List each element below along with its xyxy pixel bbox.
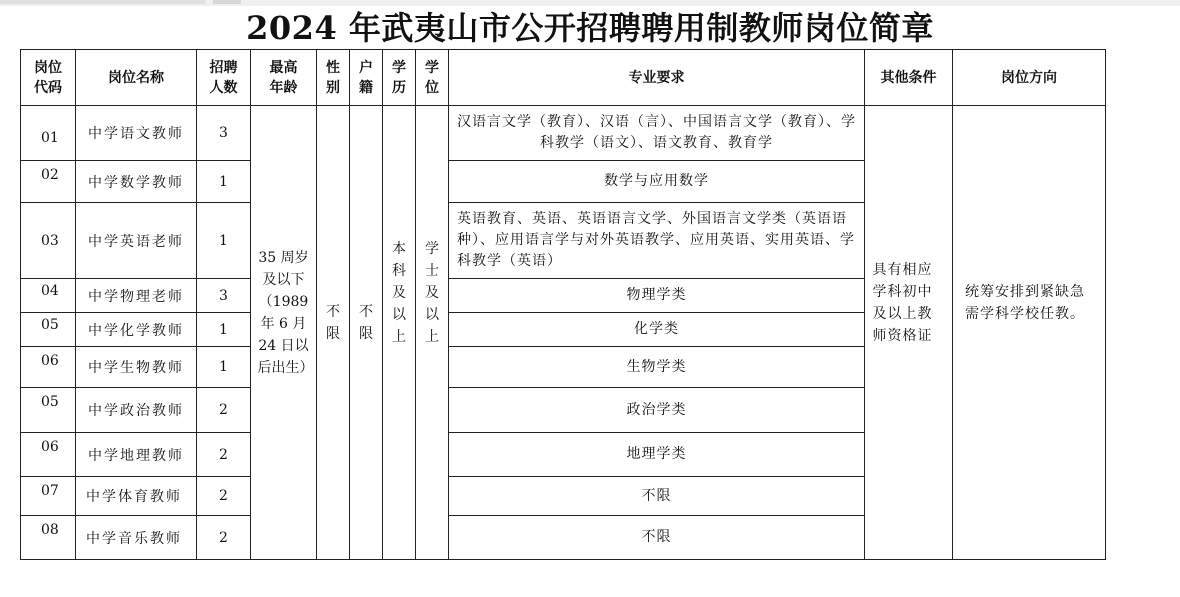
row-name: 中学物理老师 bbox=[76, 279, 197, 313]
row-name: 中学数学教师 bbox=[76, 161, 197, 203]
top-toolbar-strip bbox=[0, 0, 1180, 6]
row-name: 中学地理教师 bbox=[76, 433, 197, 477]
tab-bar-segment bbox=[213, 0, 241, 4]
education-cell: 本科及以上 bbox=[383, 106, 416, 560]
header-education: 学历 bbox=[383, 50, 416, 106]
age-cell: 35 周岁及以下（1989 年 6 月 24 日以后出生） bbox=[251, 106, 317, 560]
row-major: 汉语言文学（教育）、汉语（言）、中国语言文学（教育）、学科教学（语文）、语文教育、教育学 bbox=[449, 106, 865, 161]
row-name: 中学英语老师 bbox=[76, 203, 197, 279]
header-name: 岗位名称 bbox=[76, 50, 197, 106]
row-major: 不限 bbox=[449, 477, 865, 516]
row-count: 2 bbox=[197, 388, 251, 433]
row-major: 英语教育、英语、英语语言文学、外国语言文学类（英语语种）、应用语言学与对外英语教学、应用英语、实用英语、学科教学（英语） bbox=[449, 203, 865, 279]
row-name: 中学体育教师 bbox=[76, 477, 197, 516]
row-name: 中学音乐教师 bbox=[76, 516, 197, 560]
row-count: 2 bbox=[197, 477, 251, 516]
gender-cell: 不限 bbox=[317, 106, 350, 560]
page-title: 2024 年武夷山市公开招聘聘用制教师岗位简章 bbox=[246, 9, 934, 47]
row-major: 地理学类 bbox=[449, 433, 865, 477]
row-major: 生物学类 bbox=[449, 347, 865, 388]
row-name: 中学生物教师 bbox=[76, 347, 197, 388]
row-count: 1 bbox=[197, 203, 251, 279]
row-code: 04 bbox=[21, 279, 76, 313]
row-count: 2 bbox=[197, 516, 251, 560]
header-row bbox=[21, 50, 1106, 106]
header-major: 专业要求 bbox=[449, 50, 865, 106]
row-name: 中学化学教师 bbox=[76, 313, 197, 347]
row-name: 中学语文教师 bbox=[76, 106, 197, 161]
row-code: 03 bbox=[21, 203, 76, 279]
row-code: 05 bbox=[21, 388, 76, 433]
row-code: 06 bbox=[21, 433, 76, 477]
row-code: 05 bbox=[21, 313, 76, 347]
row-count: 1 bbox=[197, 347, 251, 388]
row-count: 3 bbox=[197, 279, 251, 313]
row-code: 07 bbox=[21, 477, 76, 516]
row-count: 1 bbox=[197, 313, 251, 347]
row-code: 02 bbox=[21, 161, 76, 203]
direction-cell: 统筹安排到紧缺急需学科学校任教。 bbox=[953, 106, 1106, 560]
row-count: 2 bbox=[197, 433, 251, 477]
row-count: 3 bbox=[197, 106, 251, 161]
row-major: 化学类 bbox=[449, 313, 865, 347]
hukou-cell: 不限 bbox=[350, 106, 383, 560]
row-major: 数学与应用数学 bbox=[449, 161, 865, 203]
table-row bbox=[21, 106, 1106, 161]
row-code: 06 bbox=[21, 347, 76, 388]
row-name: 中学政治教师 bbox=[76, 388, 197, 433]
row-code: 08 bbox=[21, 516, 76, 560]
header-degree: 学位 bbox=[416, 50, 449, 106]
degree-cell: 学士及以上 bbox=[416, 106, 449, 560]
job-table bbox=[20, 49, 1106, 560]
header-code: 岗位代码 bbox=[21, 50, 76, 106]
header-age: 最高年龄 bbox=[251, 50, 317, 106]
other-conditions-cell: 具有相应学科初中及以上教师资格证 bbox=[865, 106, 953, 560]
row-major: 政治学类 bbox=[449, 388, 865, 433]
row-count: 1 bbox=[197, 161, 251, 203]
header-count: 招聘人数 bbox=[197, 50, 251, 106]
header-other: 其他条件 bbox=[865, 50, 953, 106]
tab-bar-segment bbox=[0, 0, 205, 4]
row-major: 不限 bbox=[449, 516, 865, 560]
header-hukou: 户籍 bbox=[350, 50, 383, 106]
header-gender: 性别 bbox=[317, 50, 350, 106]
row-code: 01 bbox=[21, 106, 76, 161]
row-major: 物理学类 bbox=[449, 279, 865, 313]
header-direction: 岗位方向 bbox=[953, 50, 1106, 106]
